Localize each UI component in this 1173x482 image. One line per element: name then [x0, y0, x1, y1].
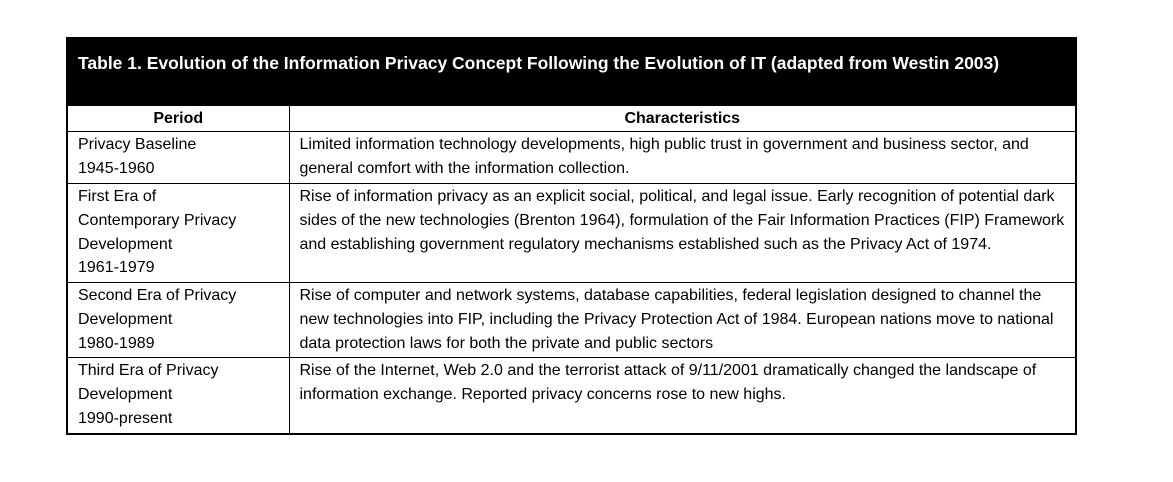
- characteristics-cell: Rise of computer and network systems, database capabilities, federal legislation designed to channel the new technologies into FIP, including the Privacy Protection Act of 1984. European nations move to national data protection laws for both the private and public sectors: [289, 283, 1075, 358]
- table-grid: [68, 106, 1075, 433]
- header-row: [68, 106, 1075, 132]
- period-cell: Second Era of Privacy Development 1980-1989: [68, 283, 289, 358]
- privacy-evolution-table: [66, 37, 1077, 435]
- header-characteristics: Characteristics: [289, 106, 1075, 132]
- table-row: [68, 358, 1075, 434]
- table-row: [68, 184, 1075, 283]
- period-cell: Privacy Baseline 1945-1960: [68, 132, 289, 184]
- characteristics-cell: Rise of information privacy as an explicit social, political, and legal issue. Early recognition of potential dark sides of the new technologies (Brenton 1964), formulation of the Fair Information Practices (FIP) Framework and establishing government regulatory mechanisms established such as the Privacy Act of 1974.: [289, 184, 1075, 283]
- period-cell: First Era of Contemporary Privacy Development 1961-1979: [68, 184, 289, 283]
- period-cell: Third Era of Privacy Development 1990-present: [68, 358, 289, 434]
- table-caption: Table 1. Evolution of the Information Privacy Concept Following the Evolution of IT (adapted from Westin 2003): [68, 39, 1075, 106]
- characteristics-cell: Rise of the Internet, Web 2.0 and the terrorist attack of 9/11/2001 dramatically changed the landscape of information exchange. Reported privacy concerns rose to new highs.: [289, 358, 1075, 434]
- table-row: [68, 283, 1075, 358]
- header-period: Period: [68, 106, 289, 132]
- characteristics-cell: Limited information technology developments, high public trust in government and business sector, and general comfort with the information collection.: [289, 132, 1075, 184]
- table-row: [68, 132, 1075, 184]
